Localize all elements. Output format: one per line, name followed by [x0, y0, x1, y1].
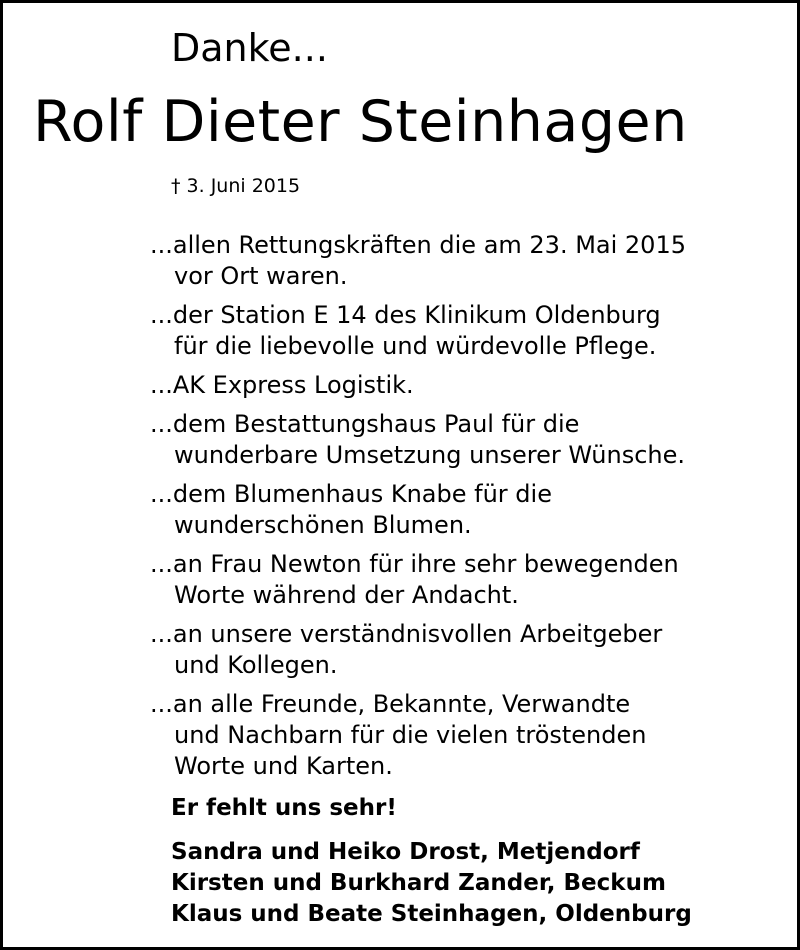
thanks-line: und Kollegen. [174, 651, 338, 679]
death-date: † 3. Juni 2015 [171, 175, 301, 197]
thanks-line: ...AK Express Logistik. [150, 371, 414, 399]
thanks-line: ...an alle Freunde, Bekannte, Verwandte [150, 690, 631, 718]
thanks-item [150, 409, 790, 471]
thanks-line: ...dem Bestattungshaus Paul für die [150, 410, 580, 438]
thanks-line: ...allen Rettungskräften die am 23. Mai 2015 [150, 231, 686, 259]
thanks-line: wunderbare Umsetzung unserer Wünsche. [174, 441, 685, 469]
signature-line: Klaus und Beate Steinhagen, Oldenburg [171, 901, 692, 927]
thanks-item [150, 230, 790, 292]
thanks-line: Worte während der Andacht. [174, 581, 519, 609]
thanks-line: und Nachbarn für die vielen tröstenden [174, 721, 647, 749]
thanks-line: ...an Frau Newton für ihre sehr bewegenden [150, 550, 679, 578]
thanks-item [150, 619, 790, 681]
signature-line: Sandra und Heiko Drost, Metjendorf [171, 839, 640, 865]
thanks-line: ...dem Blumenhaus Knabe für die [150, 480, 552, 508]
thanks-item [150, 479, 790, 541]
thanks-line: Worte und Karten. [174, 752, 393, 780]
thanks-line: ...der Station E 14 des Klinikum Oldenburg [150, 301, 661, 329]
notice-heading: Danke... [171, 26, 328, 70]
thanks-item [150, 300, 790, 362]
closing-line: Er fehlt uns sehr! [171, 795, 397, 821]
thanks-line: vor Ort waren. [174, 262, 348, 290]
thanks-item [150, 549, 790, 611]
signature-line: Kirsten und Burkhard Zander, Beckum [171, 870, 666, 896]
thanks-line: wunderschönen Blumen. [174, 511, 472, 539]
thanks-item [150, 370, 790, 401]
deceased-name: Rolf Dieter Steinhagen [33, 89, 688, 155]
signature-list [171, 837, 692, 930]
thanks-list [150, 230, 790, 790]
thanks-line: ...an unsere verständnisvollen Arbeitgeber [150, 620, 663, 648]
thanks-item [150, 689, 790, 782]
thanks-line: für die liebevolle und würdevolle Pflege. [174, 332, 657, 360]
